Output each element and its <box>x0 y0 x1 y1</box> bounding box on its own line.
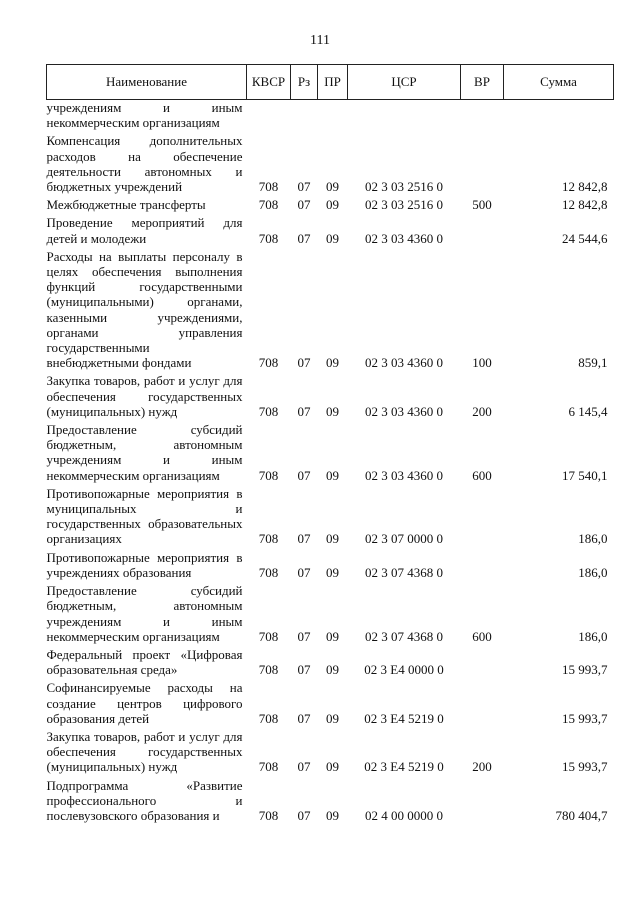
row-rz: 07 <box>297 564 311 580</box>
row-kvsr: 708 <box>258 230 279 246</box>
table-row <box>47 775 614 824</box>
row-csr: 02 3 07 4368 0 <box>365 564 443 580</box>
row-rz: 07 <box>297 197 311 213</box>
row-rz: 07 <box>297 467 311 483</box>
header-csr: ЦСР <box>348 65 461 100</box>
row-rz: 07 <box>297 403 311 419</box>
page-number: 111 <box>310 33 330 48</box>
row-pr: 09 <box>326 759 339 775</box>
row-sum: 780 404,7 <box>555 807 608 823</box>
row-kvsr <box>247 100 291 131</box>
row-name: учреждениям и иным некоммерческим организациям <box>46 100 243 131</box>
row-sum: 12 842,8 <box>562 179 608 195</box>
row-name: Федеральный проект «Цифровая образовательная среда» <box>46 646 243 678</box>
table-row <box>47 726 614 775</box>
row-name: Проведение мероприятий для детей и молодежи <box>46 215 243 246</box>
row-csr: 02 3 07 4368 0 <box>365 628 443 644</box>
row-sum: 17 540,1 <box>562 467 608 483</box>
row-sum: 186,0 <box>578 531 608 547</box>
header-vr: ВР <box>461 65 504 100</box>
table-row <box>47 419 614 483</box>
row-pr <box>318 100 348 131</box>
row-name: Расходы на выплаты персоналу в целях обеспечения выполнения функций государственными (муниципальными) органами, казенными учреждениями, органами управления государственными внебюджетными фондами <box>46 248 243 371</box>
row-sum: 859,1 <box>578 355 608 371</box>
row-kvsr: 708 <box>258 662 279 678</box>
row-pr: 09 <box>326 403 339 419</box>
header-rz: Рз <box>291 65 318 100</box>
row-kvsr: 708 <box>258 179 279 195</box>
table-row <box>47 547 614 580</box>
row-name: Закупка товаров, работ и услуг для обеспечения государственных (муниципальных) нужд <box>46 373 243 419</box>
table-row <box>47 100 614 131</box>
row-sum: 6 145,4 <box>568 403 608 419</box>
row-name: Софинансируемые расходы на создание центров цифрового образования детей <box>46 680 243 726</box>
row-sum <box>504 100 614 131</box>
row-name: Предоставление субсидий бюджетным, автономным учреждениям и иным некоммерческим организациям <box>46 583 243 644</box>
table-row <box>47 580 614 644</box>
row-sum: 12 842,8 <box>562 197 608 213</box>
row-csr: 02 3 03 4360 0 <box>365 467 443 483</box>
row-sum: 186,0 <box>578 628 608 644</box>
row-rz: 07 <box>297 807 311 823</box>
row-kvsr: 708 <box>258 403 279 419</box>
row-pr: 09 <box>326 230 339 246</box>
row-vr <box>461 130 504 194</box>
row-name: Противопожарные мероприятия в учреждениях образования <box>46 549 243 580</box>
row-pr: 09 <box>326 807 339 823</box>
row-rz: 07 <box>297 759 311 775</box>
row-csr: 02 3 03 4360 0 <box>365 230 443 246</box>
row-name: Противопожарные мероприятия в муниципальных и государственных образовательных организациях <box>46 485 243 547</box>
row-csr <box>348 100 461 131</box>
row-csr: 02 3 03 4360 0 <box>365 403 443 419</box>
table-row <box>47 677 614 726</box>
row-rz: 07 <box>297 662 311 678</box>
row-csr: 02 4 00 0000 0 <box>365 807 443 823</box>
table-row <box>47 212 614 245</box>
row-kvsr: 708 <box>258 531 279 547</box>
row-vr <box>461 100 504 131</box>
row-rz: 07 <box>297 179 311 195</box>
row-rz: 07 <box>297 355 311 371</box>
row-vr <box>461 775 504 824</box>
row-kvsr: 708 <box>258 807 279 823</box>
table-row <box>47 130 614 194</box>
row-sum: 15 993,7 <box>562 759 608 775</box>
row-vr: 200 <box>472 403 492 419</box>
row-name: Предоставление субсидий бюджетным, автономным учреждениям и иным некоммерческим организациям <box>46 422 243 483</box>
row-rz: 07 <box>297 710 311 726</box>
header-pr: ПР <box>318 65 348 100</box>
row-sum: 186,0 <box>578 564 608 580</box>
header-kvsr: КВСР <box>247 65 291 100</box>
row-vr <box>461 644 504 677</box>
table-row <box>47 194 614 212</box>
row-kvsr: 708 <box>258 710 279 726</box>
header-sum: Сумма <box>504 65 614 100</box>
table-row <box>47 370 614 419</box>
row-csr: 02 3 E4 0000 0 <box>364 662 444 678</box>
row-name: Подпрограмма «Развитие профессионального и послевузовского образования и <box>46 777 243 823</box>
row-vr: 100 <box>472 355 492 371</box>
budget-table <box>46 64 614 823</box>
row-rz <box>291 100 318 131</box>
row-vr <box>461 677 504 726</box>
header-name: Наименование <box>47 65 247 100</box>
row-pr: 09 <box>326 531 339 547</box>
row-csr: 02 3 03 4360 0 <box>365 355 443 371</box>
row-pr: 09 <box>326 355 339 371</box>
row-vr <box>461 547 504 580</box>
row-kvsr: 708 <box>258 628 279 644</box>
row-pr: 09 <box>326 197 339 213</box>
row-csr: 02 3 07 0000 0 <box>365 531 443 547</box>
row-name: Межбюджетные трансферты <box>46 197 206 213</box>
row-pr: 09 <box>326 467 339 483</box>
row-pr: 09 <box>326 179 339 195</box>
table-header-row <box>47 65 614 100</box>
row-sum: 24 544,6 <box>562 230 608 246</box>
row-kvsr: 708 <box>258 467 279 483</box>
row-vr: 600 <box>472 628 492 644</box>
table-row <box>47 483 614 547</box>
row-rz: 07 <box>297 230 311 246</box>
table-row <box>47 644 614 677</box>
row-pr: 09 <box>326 628 339 644</box>
row-pr: 09 <box>326 710 339 726</box>
row-csr: 02 3 03 2516 0 <box>365 197 443 213</box>
row-kvsr: 708 <box>258 564 279 580</box>
row-pr: 09 <box>326 564 339 580</box>
row-vr <box>461 212 504 245</box>
row-vr <box>461 483 504 547</box>
row-vr: 600 <box>472 467 492 483</box>
row-csr: 02 3 E4 5219 0 <box>364 759 444 775</box>
row-pr: 09 <box>326 662 339 678</box>
row-csr: 02 3 E4 5219 0 <box>364 710 444 726</box>
row-kvsr: 708 <box>258 759 279 775</box>
row-rz: 07 <box>297 531 311 547</box>
row-kvsr: 708 <box>258 355 279 371</box>
row-name: Компенсация дополнительных расходов на обеспечение деятельности автономных и бюджетных учреждений <box>46 133 243 195</box>
row-kvsr: 708 <box>258 197 279 213</box>
row-vr: 200 <box>472 759 492 775</box>
row-sum: 15 993,7 <box>562 710 608 726</box>
row-vr: 500 <box>472 197 492 213</box>
row-csr: 02 3 03 2516 0 <box>365 179 443 195</box>
row-name: Закупка товаров, работ и услуг для обеспечения государственных (муниципальных) нужд <box>46 728 243 775</box>
row-sum: 15 993,7 <box>562 662 608 678</box>
table-row <box>47 246 614 371</box>
row-rz: 07 <box>297 628 311 644</box>
